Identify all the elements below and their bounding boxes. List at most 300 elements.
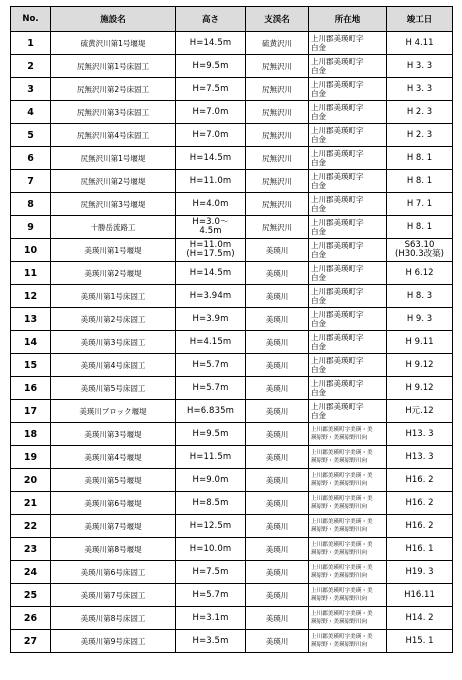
facility-name: 美瑛川第7号堰堤 (51, 515, 176, 538)
row-number: 12 (11, 285, 51, 308)
branch-stream: 美瑛川 (246, 561, 309, 584)
completion-date (387, 354, 453, 377)
location (309, 124, 387, 147)
date-line: H元.12 (405, 405, 434, 416)
location-line: 瑛原野・美瑛原野川向 (311, 504, 367, 510)
height-line: H=11.0m (189, 240, 232, 250)
location-line: 上川郡美瑛町字 (311, 264, 364, 273)
location-line: 白金 (311, 411, 326, 420)
date-line: H 9. 3 (406, 313, 433, 324)
facility-height (176, 170, 246, 193)
branch-stream: 美瑛川 (246, 239, 309, 262)
completion-date (387, 101, 453, 124)
completion-date (387, 492, 453, 515)
table-row (11, 55, 453, 78)
facility-height (176, 584, 246, 607)
table-row (11, 400, 453, 423)
height-line: H=3.9m (192, 313, 229, 324)
branch-stream: 美瑛川 (246, 331, 309, 354)
date-line: H 8. 1 (406, 175, 433, 186)
row-number: 8 (11, 193, 51, 216)
completion-date (387, 147, 453, 170)
facility-name: 美瑛川第2号堰堤 (51, 262, 176, 285)
location (309, 170, 387, 193)
location-line: 白金 (311, 204, 326, 213)
facility-height (176, 32, 246, 55)
table-row (11, 124, 453, 147)
height-line: H=3.1m (192, 612, 229, 623)
facility-height (176, 538, 246, 561)
completion-date (387, 400, 453, 423)
date-line: H16. 2 (405, 497, 434, 508)
facility-name: 美瑛川第3号床固工 (51, 331, 176, 354)
date-line: H16. 1 (405, 543, 434, 554)
facility-height (176, 400, 246, 423)
row-number: 15 (11, 354, 51, 377)
branch-stream: 尻無沢川 (246, 55, 309, 78)
table-row (11, 193, 453, 216)
branch-stream: 美瑛川 (246, 446, 309, 469)
row-number: 4 (11, 101, 51, 124)
facility-name: 美瑛川第8号床固工 (51, 607, 176, 630)
table-row (11, 285, 453, 308)
location-line: 瑛原野・美瑛原野川向 (311, 642, 367, 648)
completion-date (387, 239, 453, 262)
table-row (11, 377, 453, 400)
row-number: 23 (11, 538, 51, 561)
height-line: H=12.5m (189, 520, 232, 531)
facility-height (176, 492, 246, 515)
location (309, 492, 387, 515)
facility-height (176, 423, 246, 446)
completion-date (387, 630, 453, 653)
facility-name: 美瑛川第7号床固工 (51, 584, 176, 607)
row-number: 5 (11, 124, 51, 147)
facility-table-wrapper (10, 6, 452, 653)
table-row (11, 216, 453, 239)
date-line: H13. 3 (405, 451, 434, 462)
row-number: 13 (11, 308, 51, 331)
location (309, 607, 387, 630)
location-line: 瑛原野・美瑛原野川向 (311, 481, 367, 487)
date-line: H 9.12 (405, 359, 434, 370)
location-line: 上川郡美瑛町字 (311, 356, 364, 365)
date-line: H19. 3 (405, 566, 434, 577)
row-number: 1 (11, 32, 51, 55)
location-line: 白金 (311, 43, 326, 52)
branch-stream: 美瑛川 (246, 584, 309, 607)
date-line: H 6.12 (405, 267, 434, 278)
facility-name: 尻無沢川第3号床固工 (51, 101, 176, 124)
header-no: No. (11, 7, 51, 32)
date-line: H 8. 1 (406, 221, 433, 232)
date-line: H 8. 3 (406, 290, 433, 301)
row-number: 21 (11, 492, 51, 515)
location (309, 308, 387, 331)
date-line: H15. 1 (405, 635, 434, 646)
row-number: 26 (11, 607, 51, 630)
row-number: 27 (11, 630, 51, 653)
completion-date (387, 584, 453, 607)
location (309, 584, 387, 607)
location-line: 白金 (311, 158, 326, 167)
height-line: (H=17.5m) (186, 249, 235, 259)
header-row (11, 7, 453, 32)
facility-name: 尻無沢川第4号床固工 (51, 124, 176, 147)
facility-name: 尻無沢川第1号床固工 (51, 55, 176, 78)
location-line: 上川郡美瑛町字 (311, 103, 364, 112)
location (309, 101, 387, 124)
row-number: 19 (11, 446, 51, 469)
row-number: 11 (11, 262, 51, 285)
completion-date (387, 216, 453, 239)
location-line: 上川郡美瑛町字美瑛・美 (311, 473, 373, 479)
location-line: 上川郡美瑛町字 (311, 34, 364, 43)
location (309, 193, 387, 216)
height-line: H=11.5m (189, 451, 232, 462)
completion-date (387, 446, 453, 469)
facility-height (176, 630, 246, 653)
facility-height (176, 515, 246, 538)
location-line: 上川郡美瑛町字 (311, 172, 364, 181)
location (309, 469, 387, 492)
location-line: 白金 (311, 112, 326, 121)
date-line: H 2. 3 (406, 129, 433, 140)
location-line: 上川郡美瑛町字 (311, 80, 364, 89)
location (309, 78, 387, 101)
location-line: 白金 (311, 342, 326, 351)
location-line: 白金 (311, 135, 326, 144)
location (309, 400, 387, 423)
facility-height (176, 239, 246, 262)
facility-name: 美瑛川第6号堰堤 (51, 492, 176, 515)
height-line: H=3.0～ (192, 217, 229, 227)
branch-stream: 美瑛川 (246, 607, 309, 630)
facility-table (10, 6, 453, 653)
table-row (11, 331, 453, 354)
facility-height (176, 377, 246, 400)
date-line: (H30.3改築) (395, 249, 444, 259)
table-row (11, 607, 453, 630)
table-body (11, 32, 453, 653)
facility-name: 美瑛川第5号床固工 (51, 377, 176, 400)
row-number: 20 (11, 469, 51, 492)
row-number: 18 (11, 423, 51, 446)
branch-stream: 美瑛川 (246, 423, 309, 446)
header-location: 所在地 (309, 7, 387, 32)
table-row (11, 492, 453, 515)
location (309, 239, 387, 262)
location-line: 上川郡美瑛町字 (311, 241, 364, 250)
location-line: 白金 (311, 181, 326, 190)
location (309, 538, 387, 561)
location-line: 上川郡美瑛町字美瑛・美 (311, 565, 373, 571)
height-line: H=10.0m (189, 543, 232, 554)
height-line: H=14.5m (189, 152, 232, 163)
date-line: H 7. 1 (406, 198, 433, 209)
row-number: 10 (11, 239, 51, 262)
completion-date (387, 193, 453, 216)
location-line: 上川郡美瑛町字美瑛・美 (311, 427, 373, 433)
facility-name: 美瑛川第6号床固工 (51, 561, 176, 584)
date-line: H 8. 1 (406, 152, 433, 163)
height-line: H=7.0m (192, 129, 229, 140)
completion-date (387, 561, 453, 584)
table-row (11, 423, 453, 446)
branch-stream: 尻無沢川 (246, 170, 309, 193)
height-line: 4.5m (199, 226, 222, 236)
facility-name: 美瑛川第4号堰堤 (51, 446, 176, 469)
date-line: H16. 2 (405, 520, 434, 531)
location (309, 262, 387, 285)
facility-height (176, 78, 246, 101)
completion-date (387, 308, 453, 331)
branch-stream: 美瑛川 (246, 515, 309, 538)
facility-height (176, 101, 246, 124)
location-line: 上川郡美瑛町字 (311, 333, 364, 342)
location-line: 上川郡美瑛町字美瑛・美 (311, 588, 373, 594)
row-number: 2 (11, 55, 51, 78)
facility-name: 美瑛川第9号床固工 (51, 630, 176, 653)
header-height: 高さ (176, 7, 246, 32)
facility-height (176, 262, 246, 285)
row-number: 14 (11, 331, 51, 354)
location-line: 白金 (311, 296, 326, 305)
location-line: 上川郡美瑛町字美瑛・美 (311, 634, 373, 640)
location-line: 瑛原野・美瑛原野川向 (311, 619, 367, 625)
facility-name: 美瑛川第3号堰堤 (51, 423, 176, 446)
table-row (11, 239, 453, 262)
location-line: 上川郡美瑛町字美瑛・美 (311, 519, 373, 525)
location-line: 上川郡美瑛町字 (311, 379, 364, 388)
table-row (11, 262, 453, 285)
facility-height (176, 285, 246, 308)
branch-stream: 尻無沢川 (246, 193, 309, 216)
row-number: 3 (11, 78, 51, 101)
location (309, 331, 387, 354)
location-line: 白金 (311, 273, 326, 282)
row-number: 17 (11, 400, 51, 423)
branch-stream: 尻無沢川 (246, 124, 309, 147)
height-line: H=7.5m (192, 566, 229, 577)
location-line: 上川郡美瑛町字美瑛・美 (311, 542, 373, 548)
location (309, 55, 387, 78)
location-line: 上川郡美瑛町字 (311, 287, 364, 296)
facility-name: 美瑛川第1号堰堤 (51, 239, 176, 262)
date-line: H 3. 3 (406, 60, 433, 71)
row-number: 6 (11, 147, 51, 170)
height-line: H=7.5m (192, 83, 229, 94)
facility-name: 硫黄沢川第1号堰堤 (51, 32, 176, 55)
facility-name: 尻無沢川第2号床固工 (51, 78, 176, 101)
facility-height (176, 193, 246, 216)
facility-height (176, 124, 246, 147)
location-line: 白金 (311, 250, 326, 259)
location-line: 白金 (311, 66, 326, 75)
location-line: 瑛原野・美瑛原野川向 (311, 550, 367, 556)
location (309, 630, 387, 653)
completion-date (387, 170, 453, 193)
row-number: 25 (11, 584, 51, 607)
location (309, 446, 387, 469)
location (309, 561, 387, 584)
branch-stream: 美瑛川 (246, 377, 309, 400)
table-row (11, 147, 453, 170)
table-row (11, 446, 453, 469)
completion-date (387, 515, 453, 538)
table-row (11, 32, 453, 55)
date-line: H 9.12 (405, 382, 434, 393)
facility-name: 尻無沢川第3号堰堤 (51, 193, 176, 216)
height-line: H=4.0m (192, 198, 229, 209)
table-row (11, 630, 453, 653)
branch-stream: 美瑛川 (246, 492, 309, 515)
facility-name: 美瑛川第1号床固工 (51, 285, 176, 308)
location (309, 515, 387, 538)
location-line: 上川郡美瑛町字 (311, 195, 364, 204)
facility-height (176, 216, 246, 239)
height-line: H=6.835m (187, 405, 234, 416)
date-line: H16.11 (404, 589, 435, 600)
location-line: 上川郡美瑛町字美瑛・美 (311, 611, 373, 617)
facility-name: 十勝岳流路工 (51, 216, 176, 239)
completion-date (387, 331, 453, 354)
date-line: S63.10 (404, 240, 435, 250)
header-completion-date: 竣工日 (387, 7, 453, 32)
completion-date (387, 285, 453, 308)
location (309, 285, 387, 308)
height-line: H=9.5m (192, 428, 229, 439)
branch-stream: 美瑛川 (246, 400, 309, 423)
location-line: 上川郡美瑛町字 (311, 126, 364, 135)
facility-name: 美瑛川第2号床固工 (51, 308, 176, 331)
location-line: 上川郡美瑛町字 (311, 218, 364, 227)
date-line: H13. 3 (405, 428, 434, 439)
branch-stream: 美瑛川 (246, 285, 309, 308)
date-line: H 3. 3 (406, 83, 433, 94)
branch-stream: 硫黄沢川 (246, 32, 309, 55)
location-line: 上川郡美瑛町字 (311, 402, 364, 411)
location-line: 瑛原野・美瑛原野川向 (311, 573, 367, 579)
location (309, 216, 387, 239)
location (309, 423, 387, 446)
facility-name: 美瑛川第8号堰堤 (51, 538, 176, 561)
facility-name: 美瑛川第4号床固工 (51, 354, 176, 377)
location-line: 白金 (311, 319, 326, 328)
facility-height (176, 561, 246, 584)
height-line: H=9.0m (192, 474, 229, 485)
branch-stream: 美瑛川 (246, 469, 309, 492)
completion-date (387, 55, 453, 78)
table-row (11, 170, 453, 193)
completion-date (387, 538, 453, 561)
location-line: 瑛原野・美瑛原野川向 (311, 527, 367, 533)
date-line: H16. 2 (405, 474, 434, 485)
height-line: H=7.0m (192, 106, 229, 117)
completion-date (387, 32, 453, 55)
height-line: H=11.0m (189, 175, 232, 186)
branch-stream: 美瑛川 (246, 262, 309, 285)
table-row (11, 78, 453, 101)
branch-stream: 尻無沢川 (246, 101, 309, 124)
height-line: H=3.94m (189, 290, 232, 301)
header-branch: 支渓名 (246, 7, 309, 32)
location-line: 上川郡美瑛町字 (311, 57, 364, 66)
height-line: H=3.5m (192, 635, 229, 646)
location-line: 上川郡美瑛町字 (311, 310, 364, 319)
branch-stream: 美瑛川 (246, 354, 309, 377)
completion-date (387, 377, 453, 400)
table-row (11, 308, 453, 331)
branch-stream: 尻無沢川 (246, 216, 309, 239)
height-line: H=5.7m (192, 382, 229, 393)
facility-height (176, 147, 246, 170)
branch-stream: 尻無沢川 (246, 78, 309, 101)
branch-stream: 美瑛川 (246, 308, 309, 331)
location-line: 瑛原野・美瑛原野川向 (311, 596, 367, 602)
row-number: 22 (11, 515, 51, 538)
height-line: H=4.15m (189, 336, 232, 347)
location-line: 上川郡美瑛町字美瑛・美 (311, 450, 373, 456)
table-row (11, 561, 453, 584)
completion-date (387, 124, 453, 147)
location-line: 上川郡美瑛町字 (311, 149, 364, 158)
height-line: H=14.5m (189, 37, 232, 48)
location-line: 瑛原野・美瑛原野川向 (311, 458, 367, 464)
location-line: 瑛原野・美瑛原野川向 (311, 435, 367, 441)
location (309, 354, 387, 377)
location (309, 32, 387, 55)
location-line: 白金 (311, 365, 326, 374)
location-line: 白金 (311, 388, 326, 397)
row-number: 16 (11, 377, 51, 400)
facility-name: 尻無沢川第2号堰堤 (51, 170, 176, 193)
location-line: 白金 (311, 227, 326, 236)
table-row (11, 354, 453, 377)
location-line: 白金 (311, 89, 326, 98)
table-row (11, 515, 453, 538)
branch-stream: 美瑛川 (246, 538, 309, 561)
facility-height (176, 331, 246, 354)
height-line: H=5.7m (192, 589, 229, 600)
table-row (11, 584, 453, 607)
facility-name: 美瑛川ブロック堰堤 (51, 400, 176, 423)
location (309, 147, 387, 170)
facility-height (176, 469, 246, 492)
row-number: 24 (11, 561, 51, 584)
table-row (11, 101, 453, 124)
location (309, 377, 387, 400)
completion-date (387, 469, 453, 492)
facility-height (176, 308, 246, 331)
header-facility-name: 施設名 (51, 7, 176, 32)
table-row (11, 469, 453, 492)
date-line: H 2. 3 (406, 106, 433, 117)
table-row (11, 538, 453, 561)
height-line: H=8.5m (192, 497, 229, 508)
completion-date (387, 262, 453, 285)
facility-name: 美瑛川第5号堰堤 (51, 469, 176, 492)
facility-height (176, 354, 246, 377)
date-line: H 4.11 (405, 37, 434, 48)
row-number: 7 (11, 170, 51, 193)
height-line: H=5.7m (192, 359, 229, 370)
facility-height (176, 55, 246, 78)
date-line: H 9.11 (405, 336, 434, 347)
branch-stream: 美瑛川 (246, 630, 309, 653)
facility-height (176, 446, 246, 469)
row-number: 9 (11, 216, 51, 239)
